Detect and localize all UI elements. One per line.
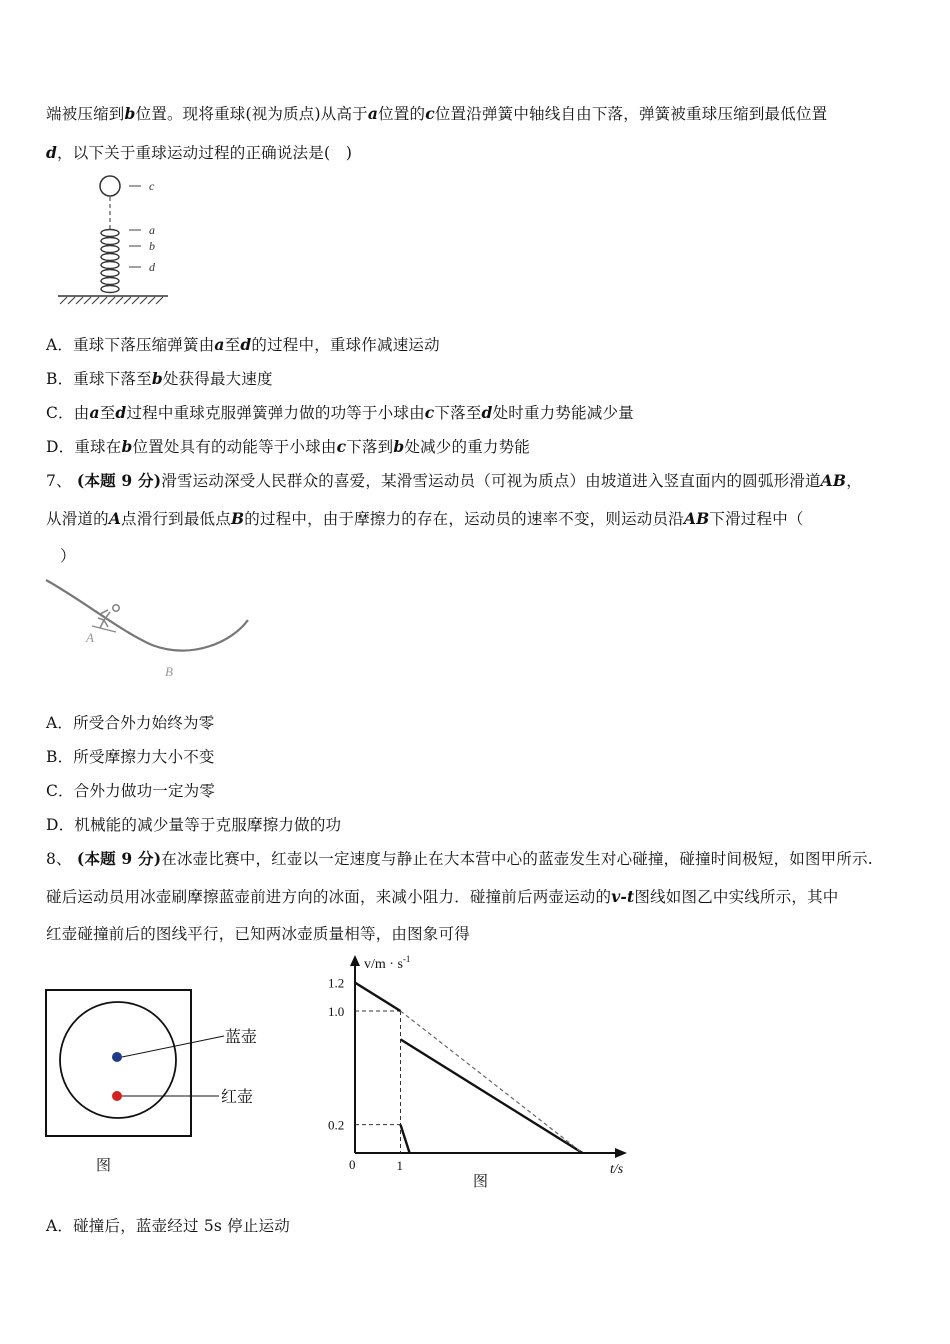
y-axis-label: $v/m \cdot s^{-1}$ — [364, 954, 411, 972]
q7-option-c[interactable]: C．合外力做功一定为零 — [46, 782, 216, 800]
q7-option-a[interactable]: A．所受合外力始终为零 — [46, 714, 215, 732]
series-line-0 — [355, 983, 401, 1011]
series-line-1 — [401, 1039, 583, 1153]
ground-hatch — [60, 297, 163, 304]
origin-label: 0 — [349, 1157, 356, 1172]
y-tick-label-0: 1.2 — [328, 975, 345, 991]
x-axis-label: t/s — [610, 1162, 624, 1177]
series-line-3 — [401, 1011, 583, 1153]
ball — [100, 176, 120, 196]
series-line-2 — [401, 1125, 410, 1153]
label-b: b — [149, 239, 155, 253]
x-tick-labels — [397, 1158, 404, 1173]
curling-house-figure — [44, 988, 274, 1183]
y-tick-label-2: 0.2 — [328, 1117, 345, 1133]
house-frame — [46, 990, 191, 1136]
figure-b-caption: 图 — [473, 1174, 489, 1190]
q8-stem-line2: 碰后运动员用冰壶刷摩擦蓝壶前进方向的冰面，来减小阻力．碰撞前后两壶运动的v-t图线如图乙中实线所示，其中 — [46, 887, 839, 906]
q8-stem-line1: 8、 (本题 9 分)在冰壶比赛中，红壶以一定速度与静止在大本营中心的蓝壶发生对心碰撞，碰撞时间极短，如图甲所示. — [46, 849, 873, 868]
guide-lines — [355, 1011, 401, 1153]
x-tick-label-0: 1 — [396, 1158, 403, 1173]
blue-stone-label: 蓝壶 — [225, 1029, 258, 1046]
red-stone — [112, 1091, 122, 1101]
y-tick-label-1: 1.0 — [328, 1004, 345, 1019]
q6-stem-line1: 端被压缩到b位置。现将重球(视为质点)从高于a位置的c位置沿弹簧中轴线自由下落，弹簧被重球压缩到最低位置 — [46, 104, 828, 123]
skier-icon — [92, 605, 119, 632]
q6-option-b[interactable]: B．重球下落至b处获得最大速度 — [46, 369, 273, 388]
q6-stem-line2: d，以下关于重球运动过程的正确说法是( ) — [46, 143, 353, 162]
slope-arc — [46, 580, 248, 651]
y-tick-labels — [328, 976, 344, 1133]
figure-a-caption: 图 — [96, 1158, 112, 1174]
red-stone-label: 红壶 — [221, 1089, 254, 1106]
q6-option-d[interactable]: D．重球在b位置处具有的动能等于小球由c下落到b处减少的重力势能 — [46, 437, 530, 456]
q6-option-c[interactable]: C．由a至d过程中重球克服弹簧弹力做的功等于小球由c下落至d处时重力势能减少量 — [46, 403, 634, 422]
label-A: A — [86, 630, 94, 645]
q7-stem-line1: 7、 (本题 9 分)滑雪运动深受人民群众的喜爱，某滑雪运动员（可视为质点）由坡道进入竖直面内的圆弧形滑道AB， — [46, 471, 862, 490]
spring-ball-figure — [55, 170, 180, 310]
q7-stem-line2: 从滑道的A点滑行到最低点B的过程中，由于摩擦力的存在，运动员的速率不变，则运动员沿AB下滑过程中（ — [46, 509, 804, 528]
q8-option-a[interactable]: A．碰撞后，蓝壶经过 5s 停止运动 — [46, 1217, 290, 1235]
spring-coils — [101, 230, 119, 293]
q7-option-b[interactable]: B．所受摩擦力大小不变 — [46, 748, 215, 766]
q6-option-a[interactable]: A．重球下落压缩弹簧由a至d的过程中，重球作减速运动 — [46, 335, 440, 354]
q7-stem-line3: ） — [60, 547, 76, 565]
q8-stem-line3: 红壶碰撞前后的图线平行，已知两冰壶质量相等，由图象可得 — [46, 925, 470, 943]
label-c: c — [149, 179, 155, 193]
y-axis-arrow — [350, 955, 360, 966]
vt-chart — [322, 950, 640, 1195]
blue-stone — [112, 1052, 122, 1062]
label-d: d — [149, 260, 155, 274]
label-B: B — [165, 664, 173, 679]
label-a: a — [149, 223, 155, 237]
q7-option-d[interactable]: D．机械能的减少量等于克服摩擦力做的功 — [46, 816, 342, 834]
x-axis-arrow — [615, 1148, 627, 1158]
ski-slope-figure — [42, 570, 257, 685]
series-lines — [355, 983, 583, 1153]
